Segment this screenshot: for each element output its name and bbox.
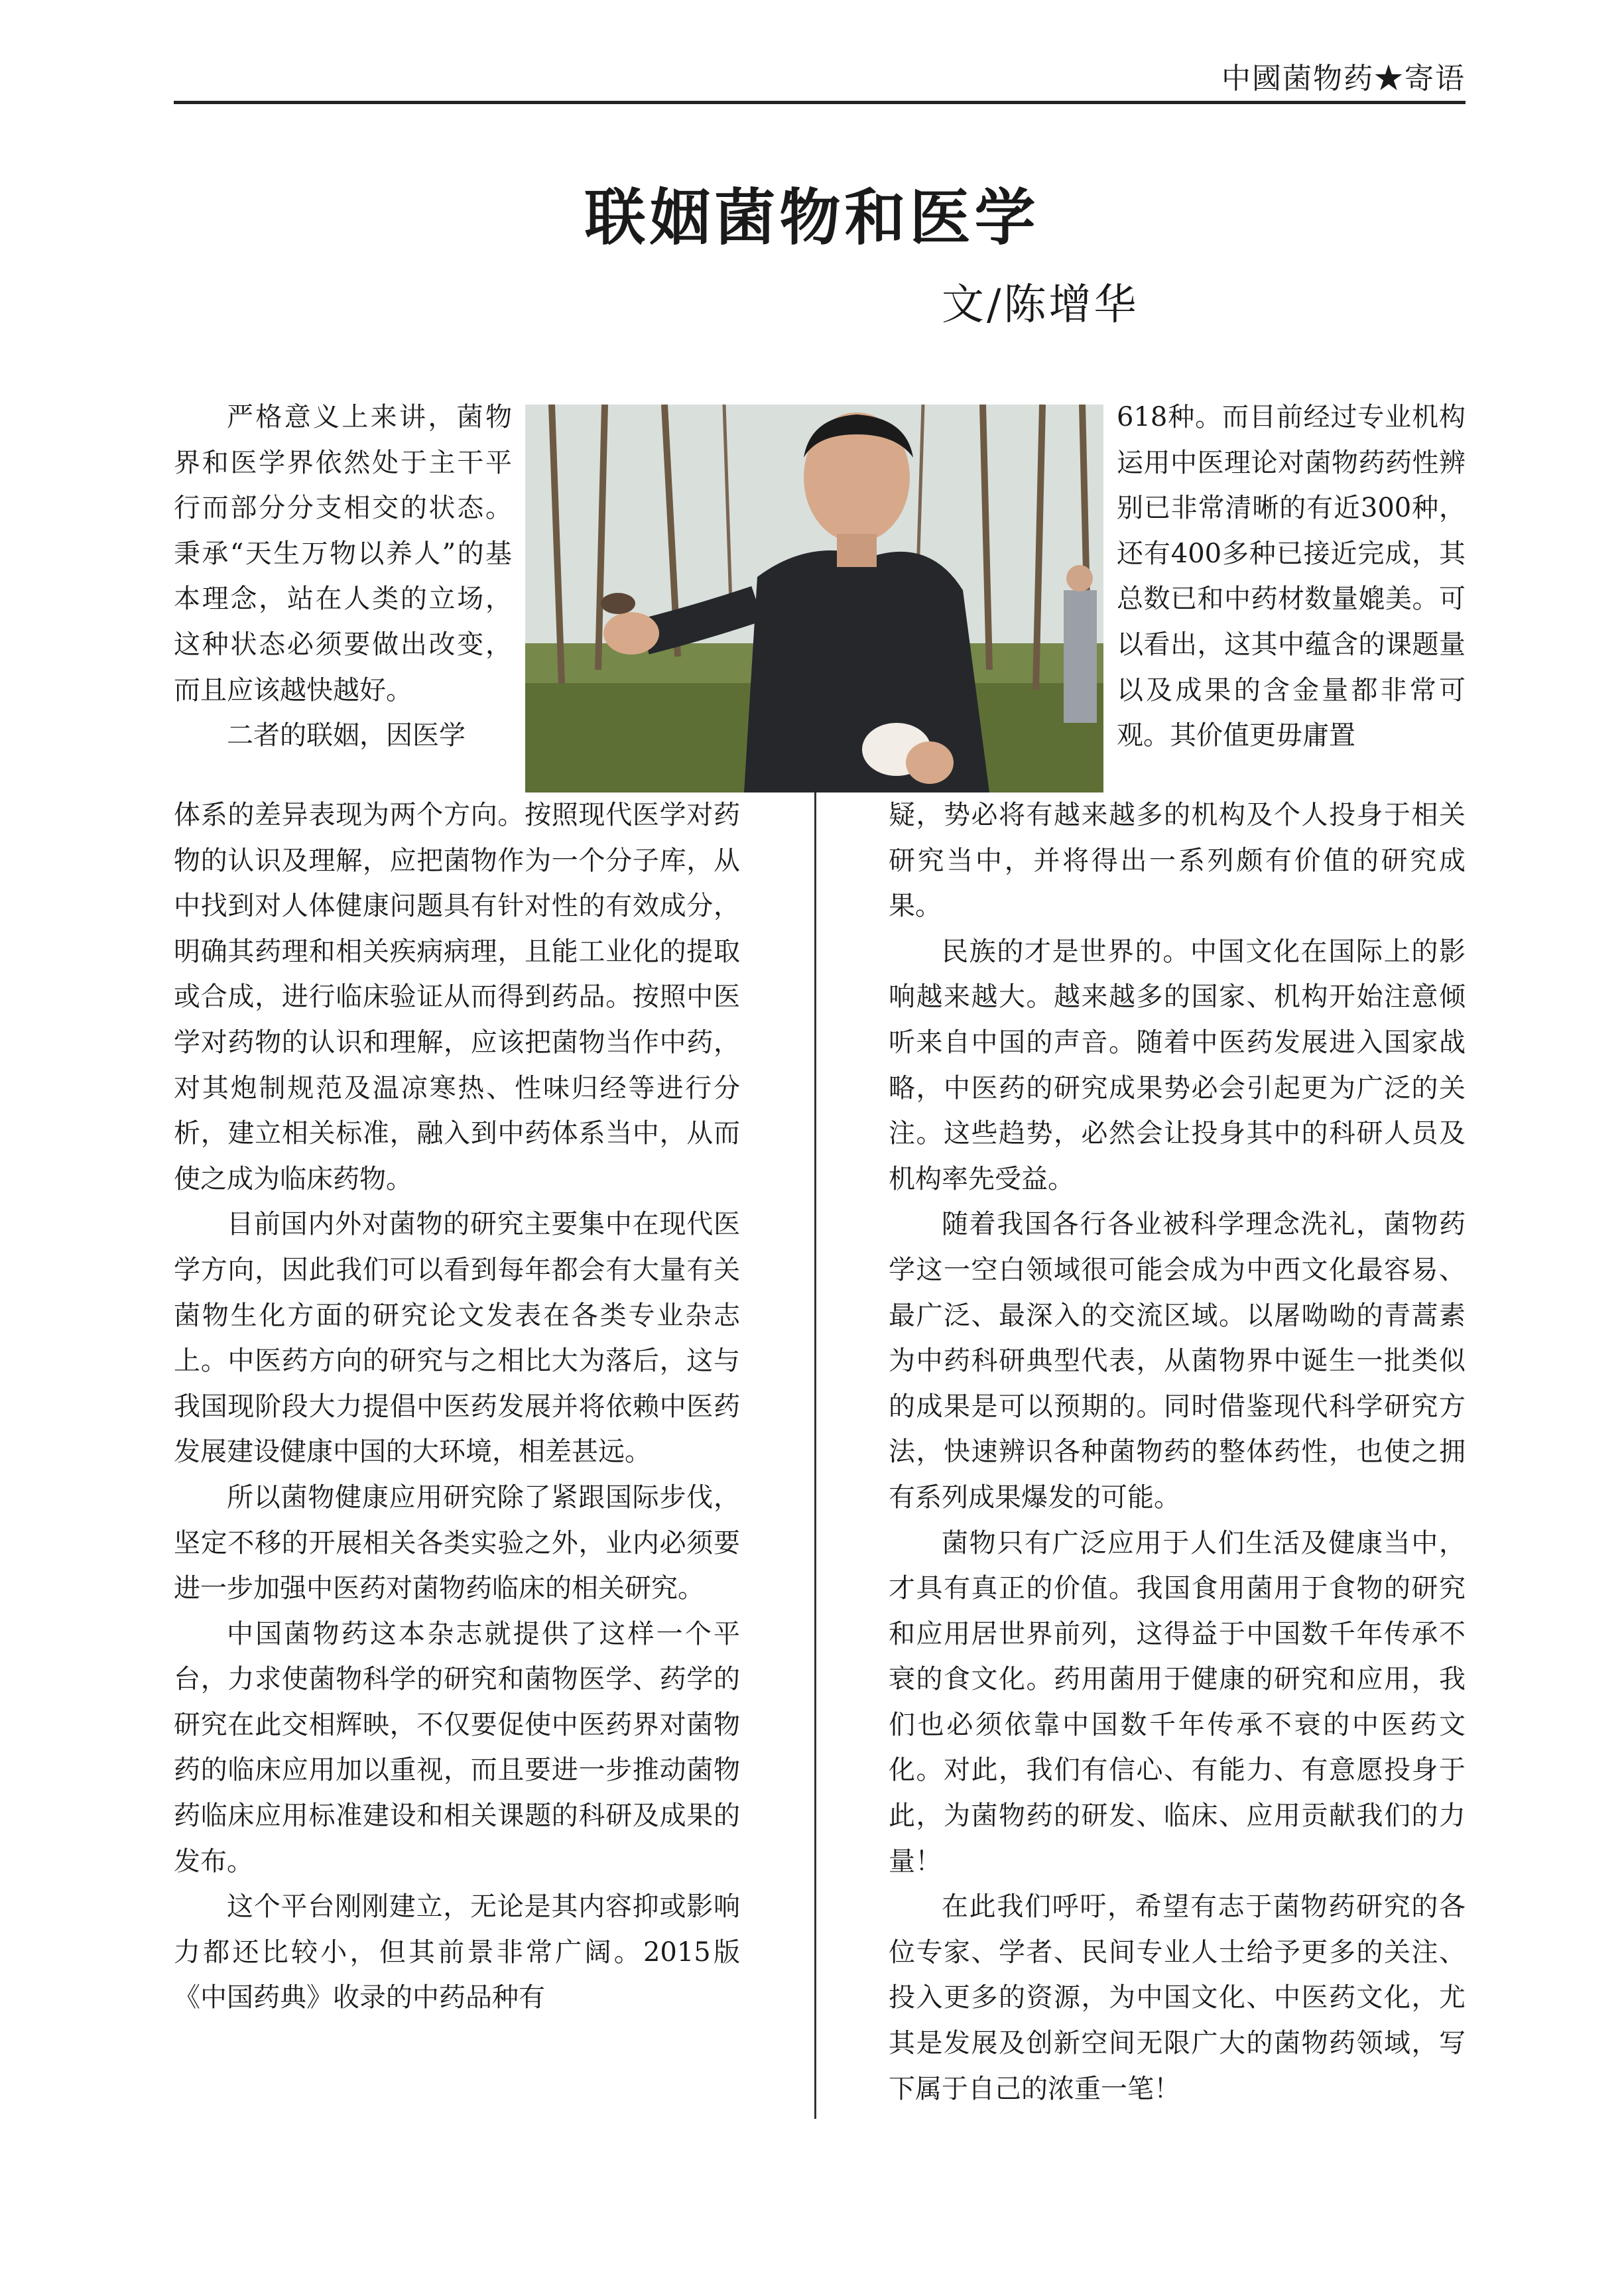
photo-illustration: [525, 405, 1103, 792]
article-title: 联姻菌物和医学: [584, 182, 1040, 253]
wrap-text-right: [1117, 395, 1466, 759]
article-photo: [525, 405, 1103, 792]
paragraph-8: 随着我国各行各业被科学理念洗礼，菌物药学这一空白领域很可能会成为中西文化最容易、最广泛、最深入的交流区域。以屠呦呦的青蒿素为中药科研典型代表，从菌物界中诞生一批类似的成果是可以预期的。同时借鉴现代科学研究方法，快速辨识各种菌物药的整体药性，也使之拥有系列成果爆发的可能。: [889, 1209, 1466, 1513]
paragraph-6: 这个平台刚刚建立，无论是其内容抑或影响力都还比较小，但其前景非常广阔。2015版《中国药典》收录的中药品种有: [174, 1891, 740, 2013]
paragraph-5: 中国菌物药这本杂志就提供了这样一个平台，力求使菌物科学的研究和菌物医学、药学的研究在此交相辉映，不仅要促使中医药界对菌物药的临床应用加以重视，而且要进一步推动菌物药临床应用标准建设和相关课题的科研及成果的发布。: [174, 1618, 740, 1877]
paragraph-2-rest: 体系的差异表现为两个方向。按照现代医学对药物的认识及理解，应把菌物作为一个分子库，从中找到对人体健康问题具有针对性的有效成分，明确其药理和相关疾病病理，且能工业化的提取或合成，进行临床验证从而得到药品。按照中医学对药物的认识和理解，应该把菌物当作中药，对其炮制规范及温凉寒热、性味归经等进行分析，建立相关标准，融入到中药体系当中，从而使之成为临床药物。: [174, 800, 740, 1194]
article-byline: 文/陈增华: [942, 281, 1139, 330]
column-right: [889, 792, 1466, 2112]
paragraph-7: 民族的才是世界的。中国文化在国际上的影响越来越大。越来越多的国家、机构开始注意倾听来自中国的声音。随着中医药发展进入国家战略，中医药的研究成果势必会引起更为广泛的关注。这些趋势，必然会让投身其中的科研人员及机构率先受益。: [889, 936, 1466, 1194]
wrap-text-left: [174, 395, 512, 759]
paragraph-1: 严格意义上来讲，菌物界和医学界依然处于主干平行而部分分支相交的状态。秉承“天生万物以养人”的基本理念，站在人类的立场，这种状态必须要做出改变，而且应该越快越好。: [174, 402, 512, 706]
paragraph-2-start: 二者的联姻，因医学: [227, 720, 466, 751]
paragraph-4: 所以菌物健康应用研究除了紧跟国际步伐，坚定不移的开展相关各类实验之外，业内必须要进一步加强中医药对菌物药临床的相关研究。: [174, 1482, 740, 1604]
paragraph-10: 在此我们呼吁，希望有志于菌物药研究的各位专家、学者、民间专业人士给予更多的关注、投入更多的资源，为中国文化、中医药文化，尤其是发展及创新空间无限广大的菌物药领域，写下属于自己的浓重一笔！: [889, 1891, 1466, 2104]
paragraph-3: 目前国内外对菌物的研究主要集中在现代医学方向，因此我们可以看到每年都会有大量有关菌物生化方面的研究论文发表在各类专业杂志上。中医药方向的研究与之相比大为落后，这与我国现阶段大力提倡中医药发展并将依赖中医药发展建设健康中国的大环境，相差甚远。: [174, 1209, 740, 1468]
paragraph-6-continued: 618种。而目前经过专业机构运用中医理论对菌物药药性辨别已非常清晰的有近300种，还有400多种已接近完成，其总数已和中药材数量媲美。可以看出，这其中蕴含的课题量以及成果的含金量都非常可观。其价值更毋庸置: [1117, 402, 1466, 751]
column-left: [174, 792, 740, 2021]
paragraph-9: 菌物只有广泛应用于人们生活及健康当中，才具有真正的价值。我国食用菌用于食物的研究和应用居世界前列，这得益于中国数千年传承不衰的食文化。药用菌用于健康的研究和应用，我们也必须依靠中国数千年传承不衰的中医药文化。对此，我们有信心、有能力、有意愿投身于此，为菌物药的研发、临床、应用贡献我们的力量！: [889, 1527, 1466, 1877]
paragraph-6-end: 疑，势必将有越来越多的机构及个人投身于相关研究当中，并将得出一系列颇有价值的研究成果。: [889, 800, 1466, 922]
running-header: [174, 54, 1466, 104]
header-journal-name: 中國菌物药★寄语: [1221, 62, 1466, 95]
column-divider: [814, 792, 816, 2119]
